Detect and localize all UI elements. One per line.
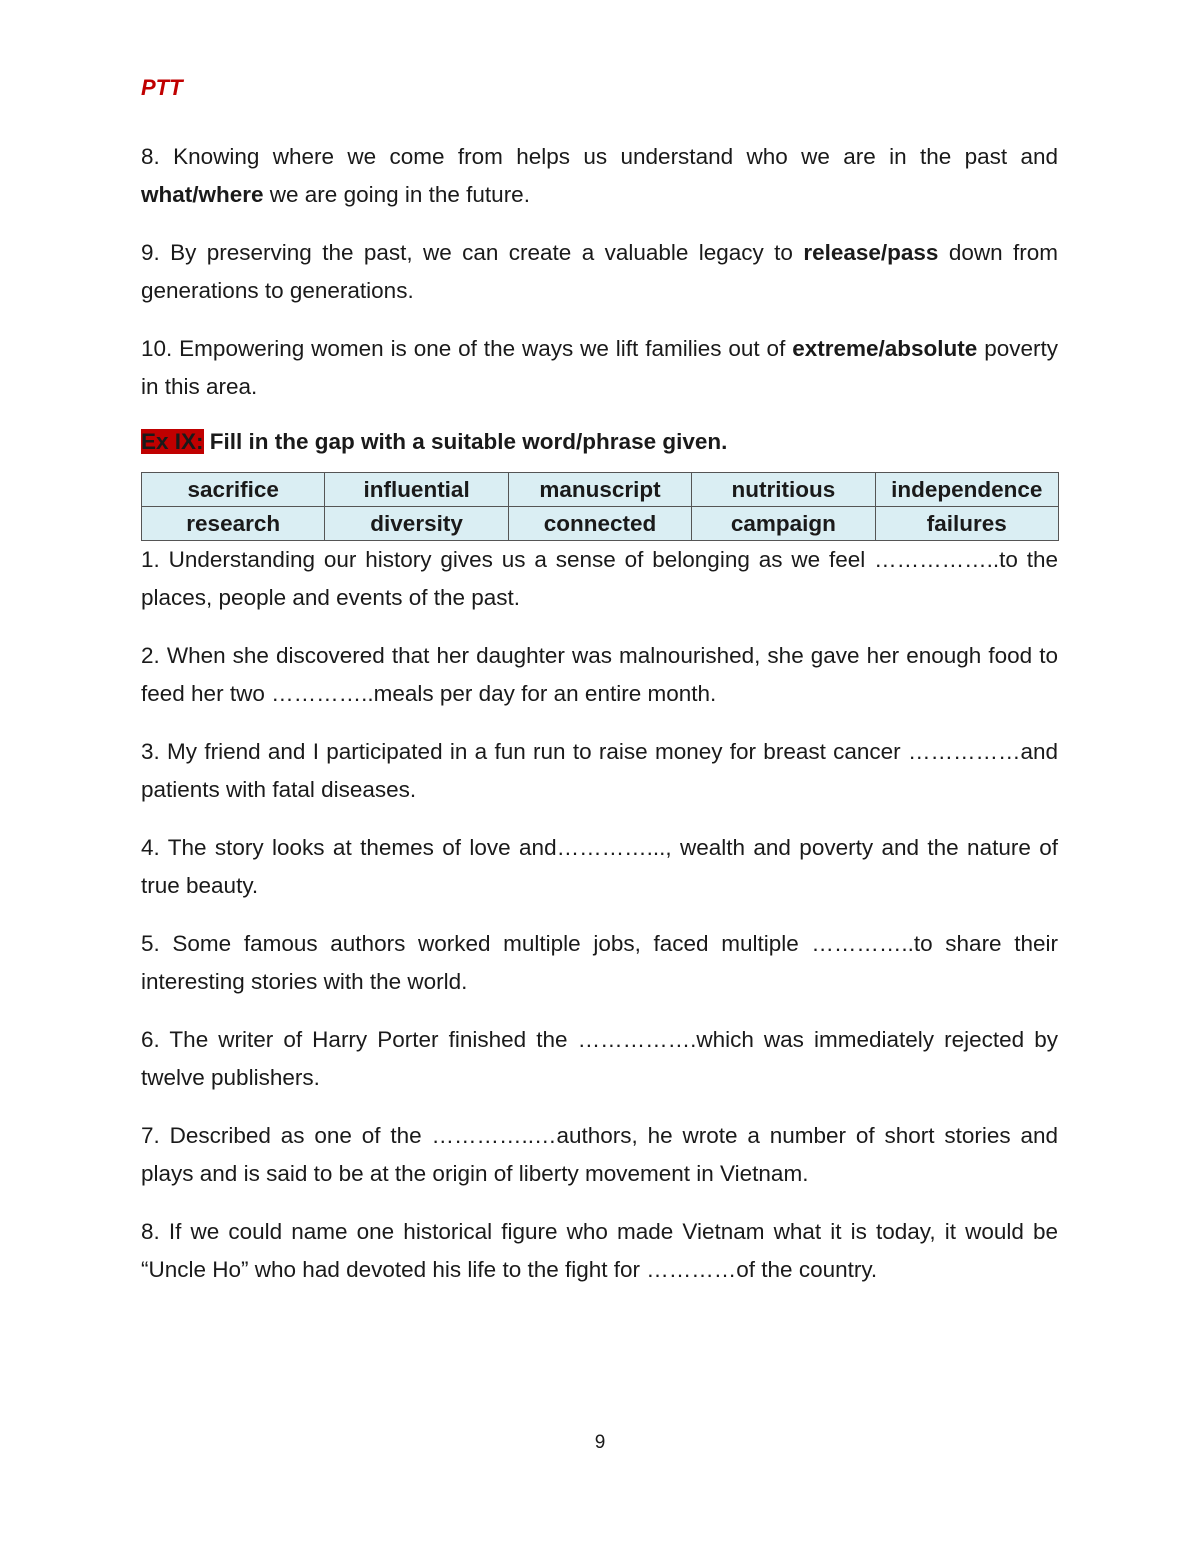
exercise-item-8: 8. If we could name one historical figure who made Vietnam what it is today, it would be “Uncle Ho” who had devoted his life to the fight for …………of the country. — [141, 1219, 1058, 1282]
page-header: PTT — [141, 75, 183, 100]
prev-item-9: 9. By preserving the past, we can create a valuable legacy to release/pass down from generations to generations. — [141, 240, 1058, 303]
prev-item-10: 10. Empowering women is one of the ways we lift families out of extreme/absolute poverty in this area. — [141, 336, 1058, 399]
exercise-items — [141, 541, 1058, 1289]
word-cell: sacrifice — [142, 473, 325, 507]
word-cell: independence — [875, 473, 1058, 507]
word-cell: diversity — [325, 507, 508, 541]
word-cell: campaign — [692, 507, 875, 541]
word-box-row — [142, 473, 1059, 507]
word-box-table — [141, 472, 1059, 541]
exercise-item-3: 3. My friend and I participated in a fun run to raise money for breast cancer ……………and patients with fatal diseases. — [141, 739, 1058, 802]
exercise-heading — [141, 426, 1058, 458]
word-cell: manuscript — [508, 473, 691, 507]
prev-item-8: 8. Knowing where we come from helps us understand who we are in the past and what/where we are going in the future. — [141, 144, 1058, 207]
exercise-instruction: Fill in the gap with a suitable word/phrase given. — [203, 429, 728, 454]
exercise-item-5: 5. Some famous authors worked multiple jobs, faced multiple …………..to share their interesting stories with the world. — [141, 931, 1058, 994]
exercise-item-4: 4. The story looks at themes of love and…………..., wealth and poverty and the nature of true beauty. — [141, 835, 1058, 898]
exercise-item-6: 6. The writer of Harry Porter finished the …………….which was immediately rejected by twelve publishers. — [141, 1027, 1058, 1090]
page-number: 9 — [594, 1432, 606, 1453]
exercise-item-7: 7. Described as one of the …………..…authors, he wrote a number of short stories and plays and is said to be at the origin of liberty movement in Vietnam. — [141, 1123, 1058, 1186]
word-cell: nutritious — [692, 473, 875, 507]
exercise-item-1: 1. Understanding our history gives us a sense of belonging as we feel ……………..to the places, people and events of the past. — [141, 547, 1058, 610]
previous-exercise-items — [141, 138, 1058, 406]
exercise-item-2: 2. When she discovered that her daughter was malnourished, she gave her enough food to feed her two …………..meals per day for an entire month. — [141, 643, 1058, 706]
word-cell: research — [142, 507, 325, 541]
word-box-row — [142, 507, 1059, 541]
word-cell: connected — [508, 507, 691, 541]
exercise-tag: Ex IX: — [141, 429, 204, 454]
word-cell: failures — [875, 507, 1058, 541]
word-cell: influential — [325, 473, 508, 507]
document-page — [141, 72, 1058, 1309]
